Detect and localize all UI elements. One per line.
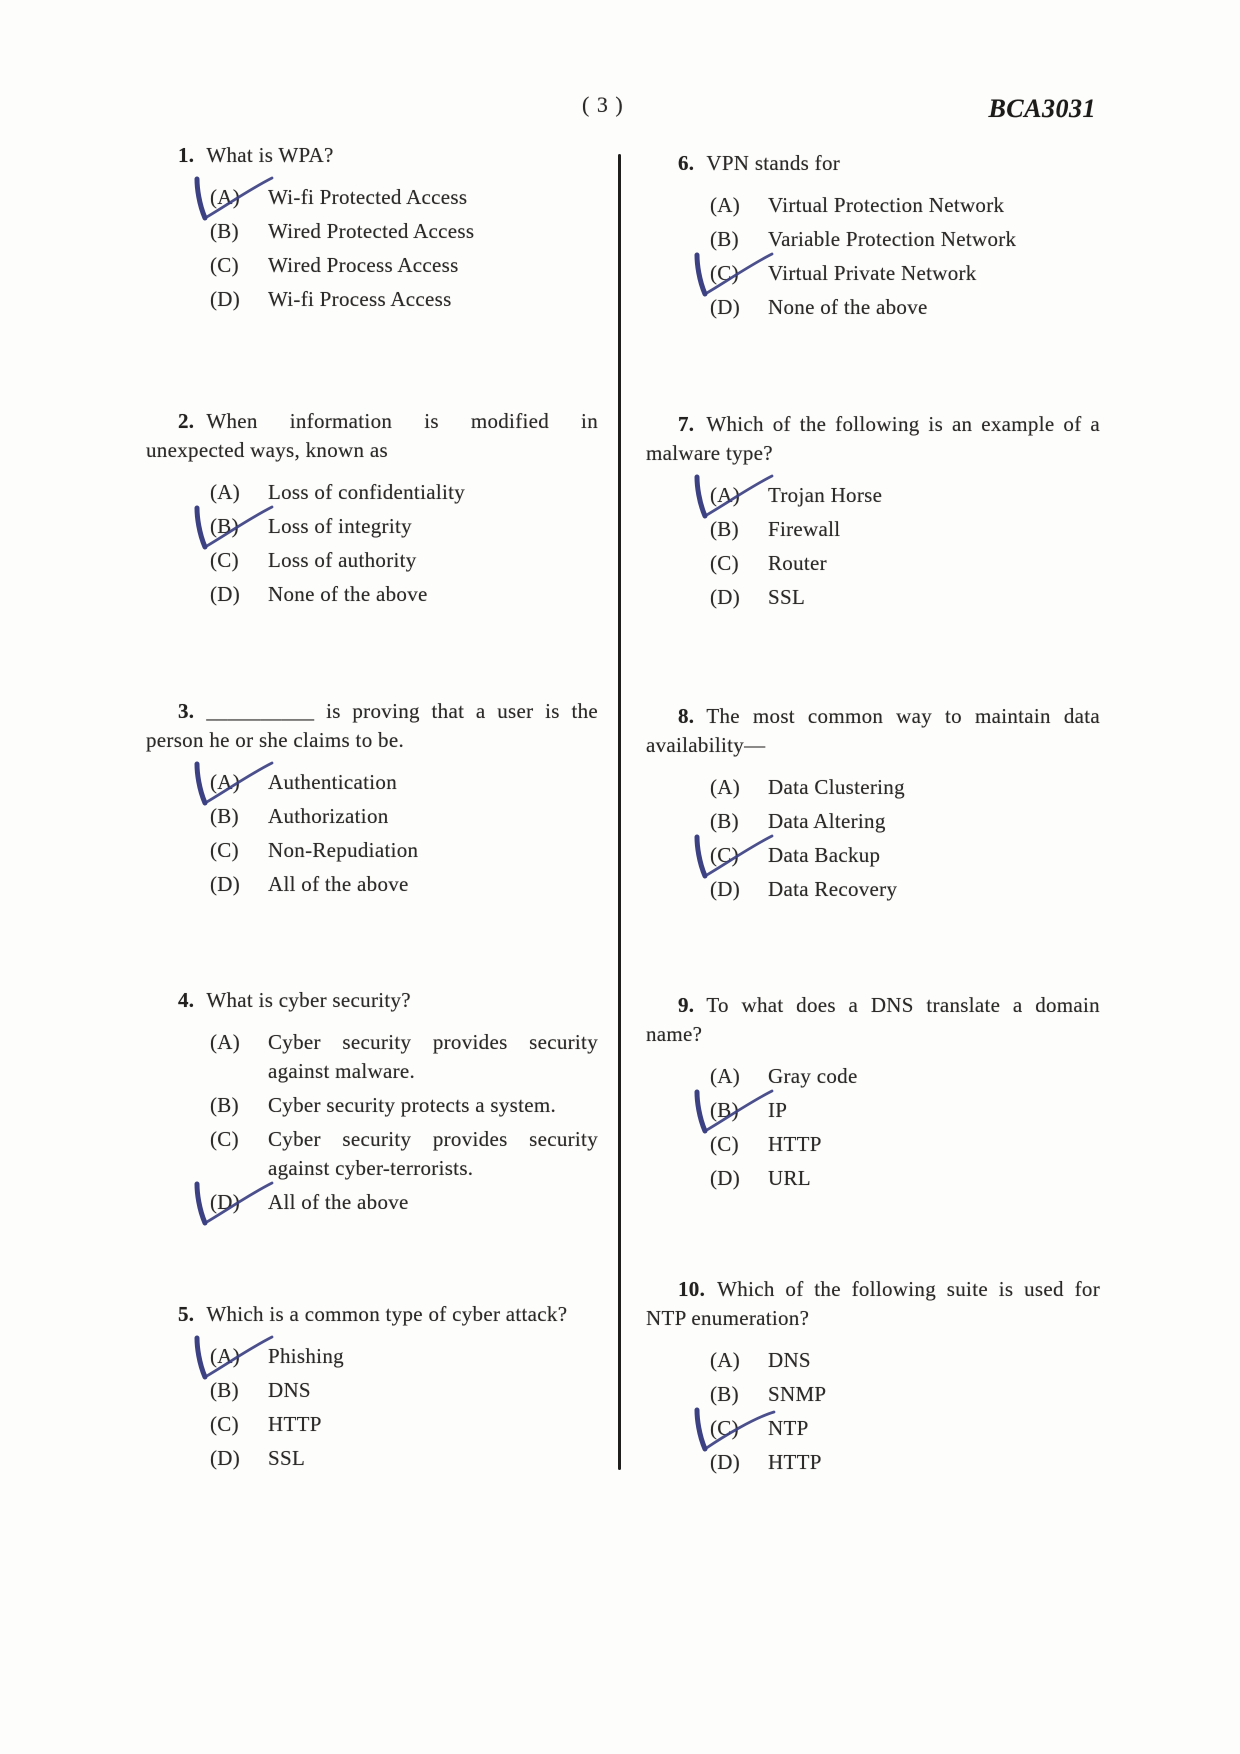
option-row — [210, 217, 598, 246]
question-block-9 — [646, 991, 1100, 1198]
option-label: (B) — [710, 809, 739, 833]
option-label: (B) — [210, 514, 239, 538]
option-text: Cyber security protects a system. — [268, 1093, 557, 1117]
option-row — [210, 1342, 598, 1371]
option-text: Loss of integrity — [268, 514, 412, 538]
option-label: (D) — [210, 1446, 241, 1470]
option-label: (C) — [710, 551, 739, 575]
option-text: IP — [768, 1098, 788, 1122]
option-label: (D) — [210, 1190, 241, 1214]
question-number: 4. — [178, 988, 195, 1012]
option-text: None of the above — [268, 582, 428, 606]
option-row — [210, 1125, 598, 1183]
option-label: (B) — [710, 1382, 739, 1406]
option-label: (A) — [710, 193, 741, 217]
option-label: (C) — [710, 1416, 739, 1440]
option-text: Cyber security provides security against malware. — [268, 1030, 598, 1083]
option-text: HTTP — [268, 1412, 322, 1436]
option-text: Wired Process Access — [268, 253, 459, 277]
option-label: (D) — [710, 1450, 741, 1474]
option-text: Loss of confidentiality — [268, 480, 466, 504]
option-label: (D) — [710, 1166, 741, 1190]
option-text: All of the above — [268, 872, 409, 896]
question-block-3 — [146, 697, 598, 904]
question-number: 2. — [178, 409, 195, 433]
question-block-8 — [646, 702, 1100, 909]
option-row — [210, 580, 598, 609]
paper-code: BCA3031 — [988, 94, 1096, 123]
option-label: (C) — [710, 843, 739, 867]
option-label: (A) — [210, 480, 241, 504]
question-text: When information is modified in — [206, 409, 598, 433]
option-text: Data Recovery — [768, 877, 898, 901]
option-label: (B) — [210, 219, 239, 243]
question-text: malware type? — [646, 441, 773, 465]
option-row — [210, 1091, 598, 1120]
question-block-1 — [146, 141, 598, 319]
option-text: DNS — [768, 1348, 811, 1372]
question-number: 5. — [178, 1302, 195, 1326]
option-text: Virtual Protection Network — [768, 193, 1005, 217]
option-row — [710, 1062, 1100, 1091]
option-label: (B) — [210, 1378, 239, 1402]
question-number: 1. — [178, 143, 195, 167]
option-row — [710, 225, 1100, 254]
option-text: Variable Protection Network — [768, 227, 1017, 251]
question-text: NTP enumeration? — [646, 1306, 810, 1330]
question-text: name? — [646, 1022, 703, 1046]
question-block-6 — [646, 149, 1100, 327]
option-text: Authorization — [268, 804, 389, 828]
question-block-4 — [146, 986, 598, 1222]
option-text: Data Altering — [768, 809, 886, 833]
option-label: (B) — [710, 1098, 739, 1122]
option-row — [710, 1448, 1100, 1477]
question-number: 8. — [678, 704, 695, 728]
option-text: Non-Repudiation — [268, 838, 419, 862]
option-row — [210, 285, 598, 314]
question-block-5 — [146, 1300, 598, 1478]
option-text: HTTP — [768, 1132, 822, 1156]
option-row — [710, 773, 1100, 802]
option-row — [210, 183, 598, 212]
option-text: NTP — [768, 1416, 809, 1440]
option-row — [210, 512, 598, 541]
option-row — [710, 1346, 1100, 1375]
option-text: Gray code — [768, 1064, 858, 1088]
option-label: (A) — [710, 775, 741, 799]
option-label: (A) — [210, 185, 241, 209]
option-row — [210, 802, 598, 831]
option-text: Firewall — [768, 517, 841, 541]
option-label: (A) — [210, 770, 241, 794]
option-row — [210, 1028, 598, 1086]
question-block-7 — [646, 410, 1100, 617]
option-label: (D) — [710, 585, 741, 609]
question-text: VPN stands for — [706, 151, 841, 175]
option-text: Wi-fi Protected Access — [268, 185, 468, 209]
option-label: (C) — [210, 1127, 239, 1151]
option-text: All of the above — [268, 1190, 409, 1214]
option-text: Loss of authority — [268, 548, 417, 572]
option-label: (D) — [210, 872, 241, 896]
question-number: 10. — [678, 1277, 706, 1301]
option-label: (A) — [710, 483, 741, 507]
option-text: Router — [768, 551, 827, 575]
option-label: (A) — [710, 1348, 741, 1372]
option-label: (A) — [210, 1344, 241, 1368]
page-number: ( 3 ) — [582, 92, 624, 117]
option-text: Trojan Horse — [768, 483, 883, 507]
option-label: (B) — [210, 1093, 239, 1117]
question-text: unexpected ways, known as — [146, 438, 388, 462]
option-text: None of the above — [768, 295, 928, 319]
column-divider — [618, 154, 621, 1470]
question-text: What is cyber security? — [206, 988, 411, 1012]
option-label: (B) — [210, 804, 239, 828]
option-label: (C) — [710, 261, 739, 285]
option-row — [210, 768, 598, 797]
option-text: Cyber security provides security against cyber-terrorists. — [268, 1127, 598, 1180]
option-row — [710, 549, 1100, 578]
question-text: The most common way to maintain data — [706, 704, 1100, 728]
question-number: 3. — [178, 699, 195, 723]
option-text: Wired Protected Access — [268, 219, 475, 243]
option-text: SSL — [768, 585, 806, 609]
option-row — [710, 1164, 1100, 1193]
option-label: (D) — [710, 295, 741, 319]
option-text: DNS — [268, 1378, 311, 1402]
option-row — [210, 870, 598, 899]
option-text: SSL — [268, 1446, 306, 1470]
question-text: What is WPA? — [206, 143, 334, 167]
option-label: (D) — [210, 582, 241, 606]
option-row — [710, 841, 1100, 870]
option-label: (B) — [710, 227, 739, 251]
option-row — [710, 293, 1100, 322]
option-row — [210, 478, 598, 507]
option-row — [710, 481, 1100, 510]
option-row — [710, 583, 1100, 612]
option-text: HTTP — [768, 1450, 822, 1474]
question-block-2 — [146, 407, 598, 614]
option-row — [710, 1414, 1100, 1443]
option-label: (A) — [710, 1064, 741, 1088]
option-label: (C) — [710, 1132, 739, 1156]
question-text: __________ is proving that a user is the — [206, 699, 598, 723]
option-text: Authentication — [268, 770, 398, 794]
option-text: Data Clustering — [768, 775, 905, 799]
question-number: 9. — [678, 993, 695, 1017]
question-number: 6. — [678, 151, 695, 175]
option-text: SNMP — [768, 1382, 827, 1406]
option-text: URL — [768, 1166, 811, 1190]
option-label: (B) — [710, 517, 739, 541]
option-row — [210, 251, 598, 280]
option-label: (C) — [210, 838, 239, 862]
question-text: To what does a DNS translate a domain — [706, 993, 1100, 1017]
option-row — [710, 259, 1100, 288]
question-text: Which is a common type of cyber attack? — [206, 1302, 568, 1326]
option-label: (D) — [210, 287, 241, 311]
option-text: Data Backup — [768, 843, 881, 867]
option-row — [710, 515, 1100, 544]
option-label: (C) — [210, 253, 239, 277]
question-text: Which of the following suite is used for — [717, 1277, 1100, 1301]
option-row — [210, 1410, 598, 1439]
option-row — [210, 1188, 598, 1217]
option-row — [210, 546, 598, 575]
option-label: (C) — [210, 1412, 239, 1436]
option-row — [210, 836, 598, 865]
question-number: 7. — [678, 412, 695, 436]
option-label: (D) — [710, 877, 741, 901]
option-row — [710, 1130, 1100, 1159]
option-row — [210, 1376, 598, 1405]
option-text: Virtual Private Network — [768, 261, 977, 285]
option-row — [710, 1380, 1100, 1409]
question-block-10 — [646, 1275, 1100, 1482]
option-label: (A) — [210, 1030, 241, 1054]
option-row — [710, 807, 1100, 836]
option-label: (C) — [210, 548, 239, 572]
option-text: Wi-fi Process Access — [268, 287, 452, 311]
option-row — [710, 875, 1100, 904]
question-text: person he or she claims to be. — [146, 728, 405, 752]
question-text: Which of the following is an example of a — [706, 412, 1100, 436]
option-row — [710, 191, 1100, 220]
option-text: Phishing — [268, 1344, 344, 1368]
option-row — [710, 1096, 1100, 1125]
question-text: availability— — [646, 733, 766, 757]
option-row — [210, 1444, 598, 1473]
